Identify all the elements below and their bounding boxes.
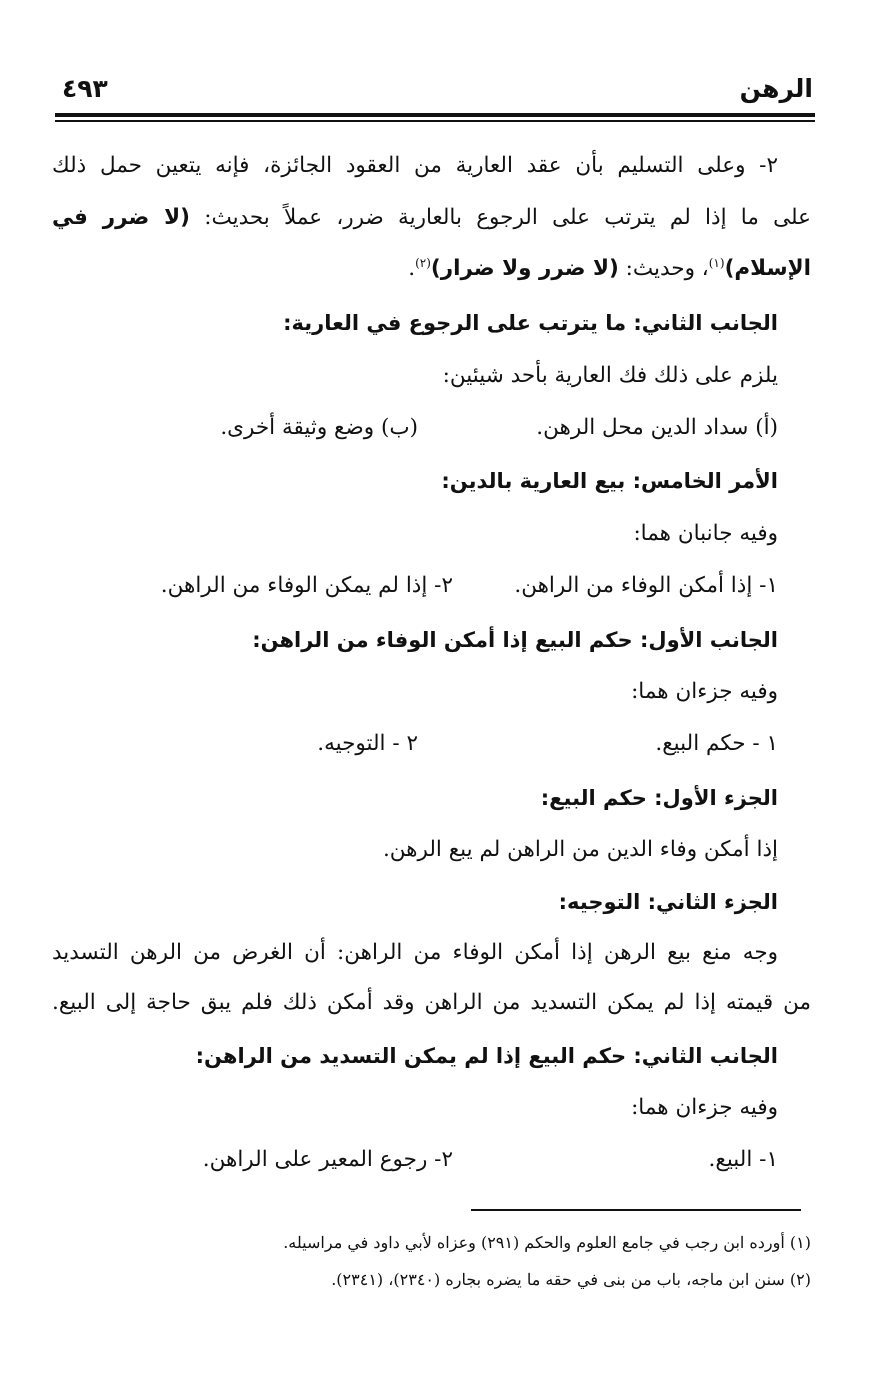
footnote: (٢) سنن ابن ماجه، باب من بنى في حقه ما يضره بجاره (٢٣٤٠)، (٢٣٤١). — [331, 1270, 811, 1289]
hadith-quote: (لا ضرر في — [52, 205, 191, 230]
paragraph-text: على ما إذا لم يترتب على الرجوع بالعارية ضرر، عملاً بحديث: — [190, 205, 811, 230]
paragraph-line: ٢- وعلى التسليم بأن عقد العارية من العقود الجائزة، فإنه يتعين حمل ذلك — [52, 153, 778, 178]
running-header-title: الرهن — [739, 74, 813, 103]
list-item: ١- البيع. — [708, 1147, 778, 1172]
hadith-quote: (لا ضرر ولا ضرار) — [430, 256, 619, 281]
footnote-ref: (١) — [708, 255, 725, 270]
paragraph-line: من قيمته إذا لم يمكن التسديد من الراهن وقد أمكن ذلك فلم يبق حاجة إلى البيع. — [52, 990, 811, 1015]
page-number: ٤٩٣ — [62, 74, 108, 103]
paragraph-text: ، وحديث: — [618, 256, 709, 281]
footnote-separator — [471, 1209, 801, 1211]
paragraph-line — [52, 249, 811, 289]
footnote: (١) أورده ابن رجب في جامع العلوم والحكم (٢٩١) وعزاه لأبي داود في مراسيله. — [283, 1233, 811, 1252]
header-rule-thin — [55, 120, 815, 122]
paragraph-line: وجه منع بيع الرهن إذا أمكن الوفاء من الراهن: أن الغرض من الرهن التسديد — [52, 940, 778, 965]
list-item: ٢- رجوع المعير على الراهن. — [202, 1147, 453, 1172]
body-text: يلزم على ذلك فك العارية بأحد شيئين: — [442, 363, 778, 388]
list-item: ٢ - التوجيه. — [317, 731, 418, 756]
list-item: ١ - حكم البيع. — [655, 731, 778, 756]
header-rule-thick — [55, 113, 815, 117]
list-item: ١- إذا أمكن الوفاء من الراهن. — [514, 573, 778, 598]
option-item: (ب) وضع وثيقة أخرى. — [220, 415, 418, 440]
section-heading: الجانب الثاني: ما يترتب على الرجوع في العارية: — [283, 311, 778, 335]
footnote-ref: (٢) — [415, 255, 431, 270]
body-text: إذا أمكن وفاء الدين من الراهن لم يبع الرهن. — [382, 837, 778, 862]
section-heading: الأمر الخامس: بيع العارية بالدين: — [441, 469, 778, 493]
list-item: ٢- إذا لم يمكن الوفاء من الراهن. — [160, 573, 453, 598]
paragraph-line — [52, 198, 811, 238]
option-item: (أ) سداد الدين محل الرهن. — [536, 415, 778, 440]
hadith-quote: الإسلام) — [724, 256, 811, 281]
section-heading: الجانب الأول: حكم البيع إذا أمكن الوفاء من الراهن: — [252, 628, 778, 652]
section-heading: الجانب الثاني: حكم البيع إذا لم يمكن التسديد من الراهن: — [195, 1044, 778, 1068]
paragraph-text: . — [408, 256, 416, 281]
section-heading: الجزء الأول: حكم البيع: — [540, 786, 778, 810]
section-heading: الجزء الثاني: التوجيه: — [558, 890, 778, 914]
body-text: وفيه جزءان هما: — [631, 1095, 778, 1120]
body-text: وفيه جزءان هما: — [631, 679, 778, 704]
body-text: وفيه جانبان هما: — [633, 521, 778, 546]
